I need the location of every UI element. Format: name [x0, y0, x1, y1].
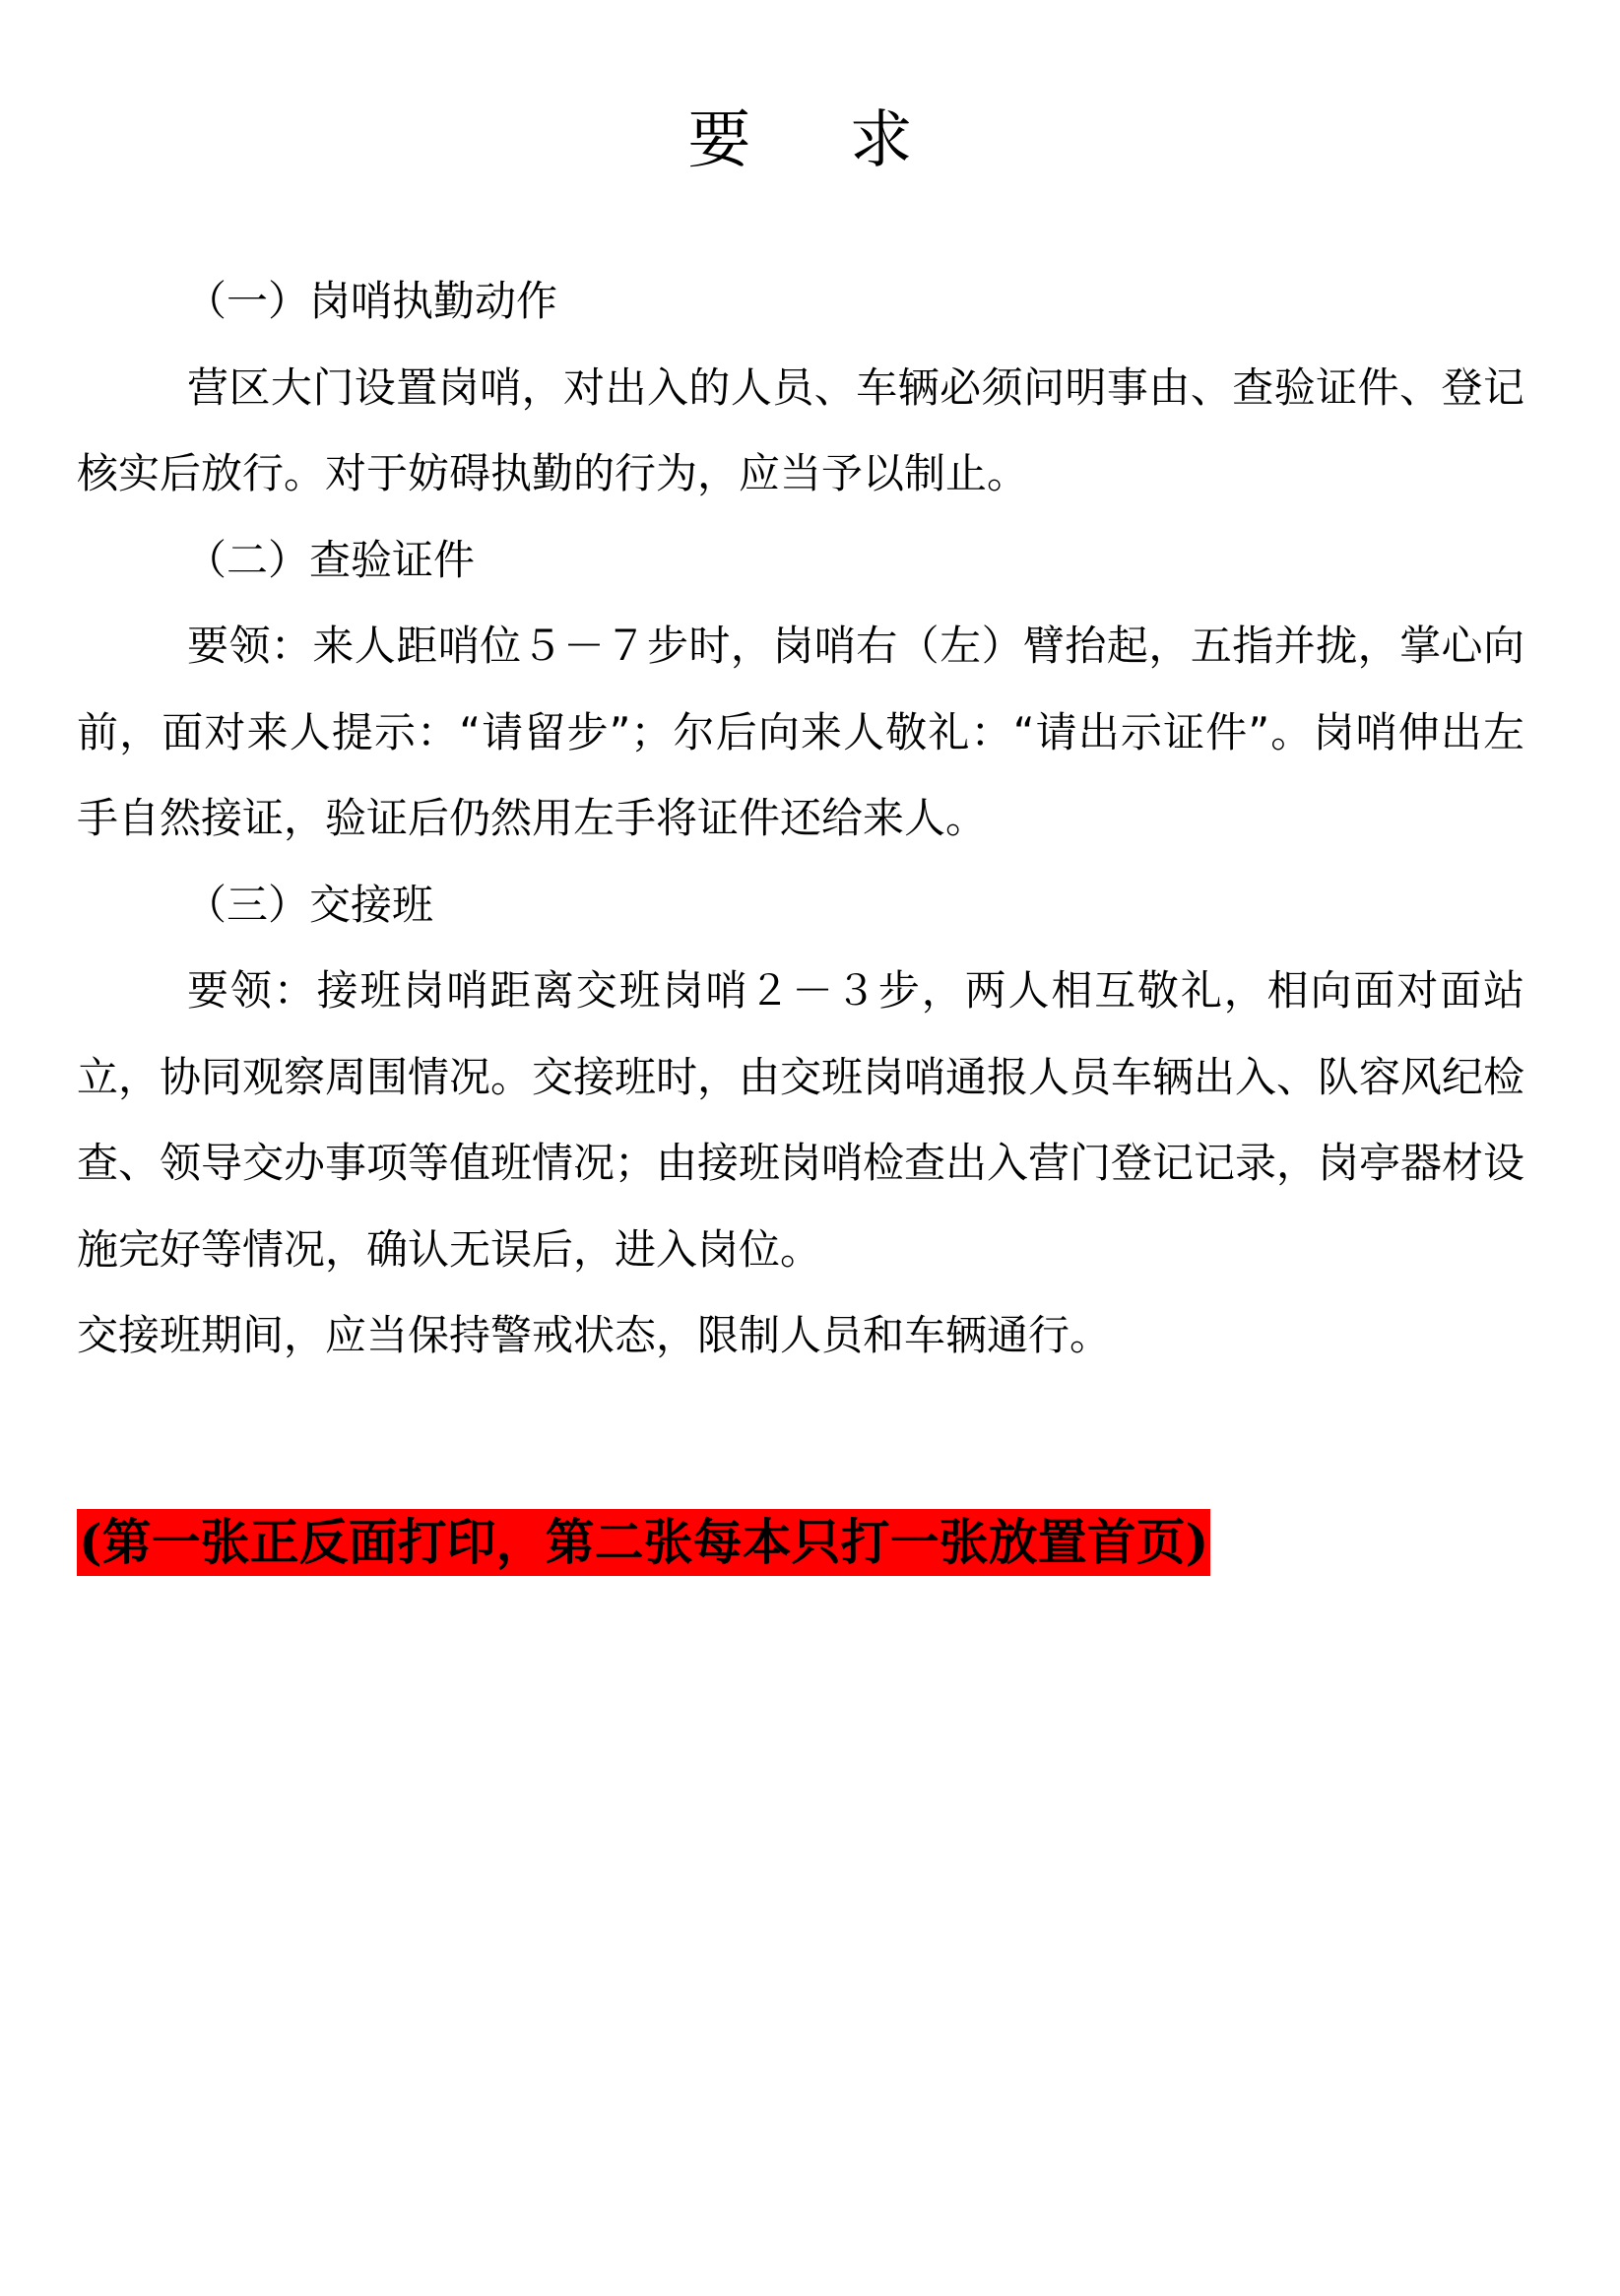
section-heading-1: （一）岗哨执勤动作 [185, 277, 558, 325]
print-instruction-notice: (第一张正反面打印，第二张每本只打一张放置首页) [77, 1509, 1210, 1576]
page-title: 要 求 [687, 104, 952, 177]
section-note-3: 交接班期间，应当保持警戒状态，限制人员和车辆通行。 [77, 1311, 1112, 1359]
section-paragraph-3: 要领：接班岗哨距离交班岗哨２－３步，两人相互敬礼，相向面对面站立，协同观察周围情况。交接班时，由交班岗哨通报人员车辆出入、队容风纪检查、领导交办事项等值班情况；由接班岗哨检查出入营门登记记录，岗亭器材设施完好等情况，确认无误后，进入岗位。 [77, 966, 1525, 1274]
section-paragraph-2: 要领：来人距哨位５－７步时，岗哨右（左）臂抬起，五指并拢，掌心向前，面对来人提示：“请留步”；尔后向来人敬礼：“请出示证件”。岗哨伸出左手自然接证，验证后仍然用左手将证件还给来人。 [77, 622, 1524, 842]
section-heading-2: （二）查验证件 [185, 535, 476, 584]
section-heading-3: （三）交接班 [185, 880, 434, 929]
section-paragraph-1: 营区大门设置岗哨，对出入的人员、车辆必须问明事由、查验证件、登记核实后放行。对于妨碍执勤的行为，应当予以制止。 [77, 362, 1524, 497]
document-body [77, 258, 1524, 1379]
